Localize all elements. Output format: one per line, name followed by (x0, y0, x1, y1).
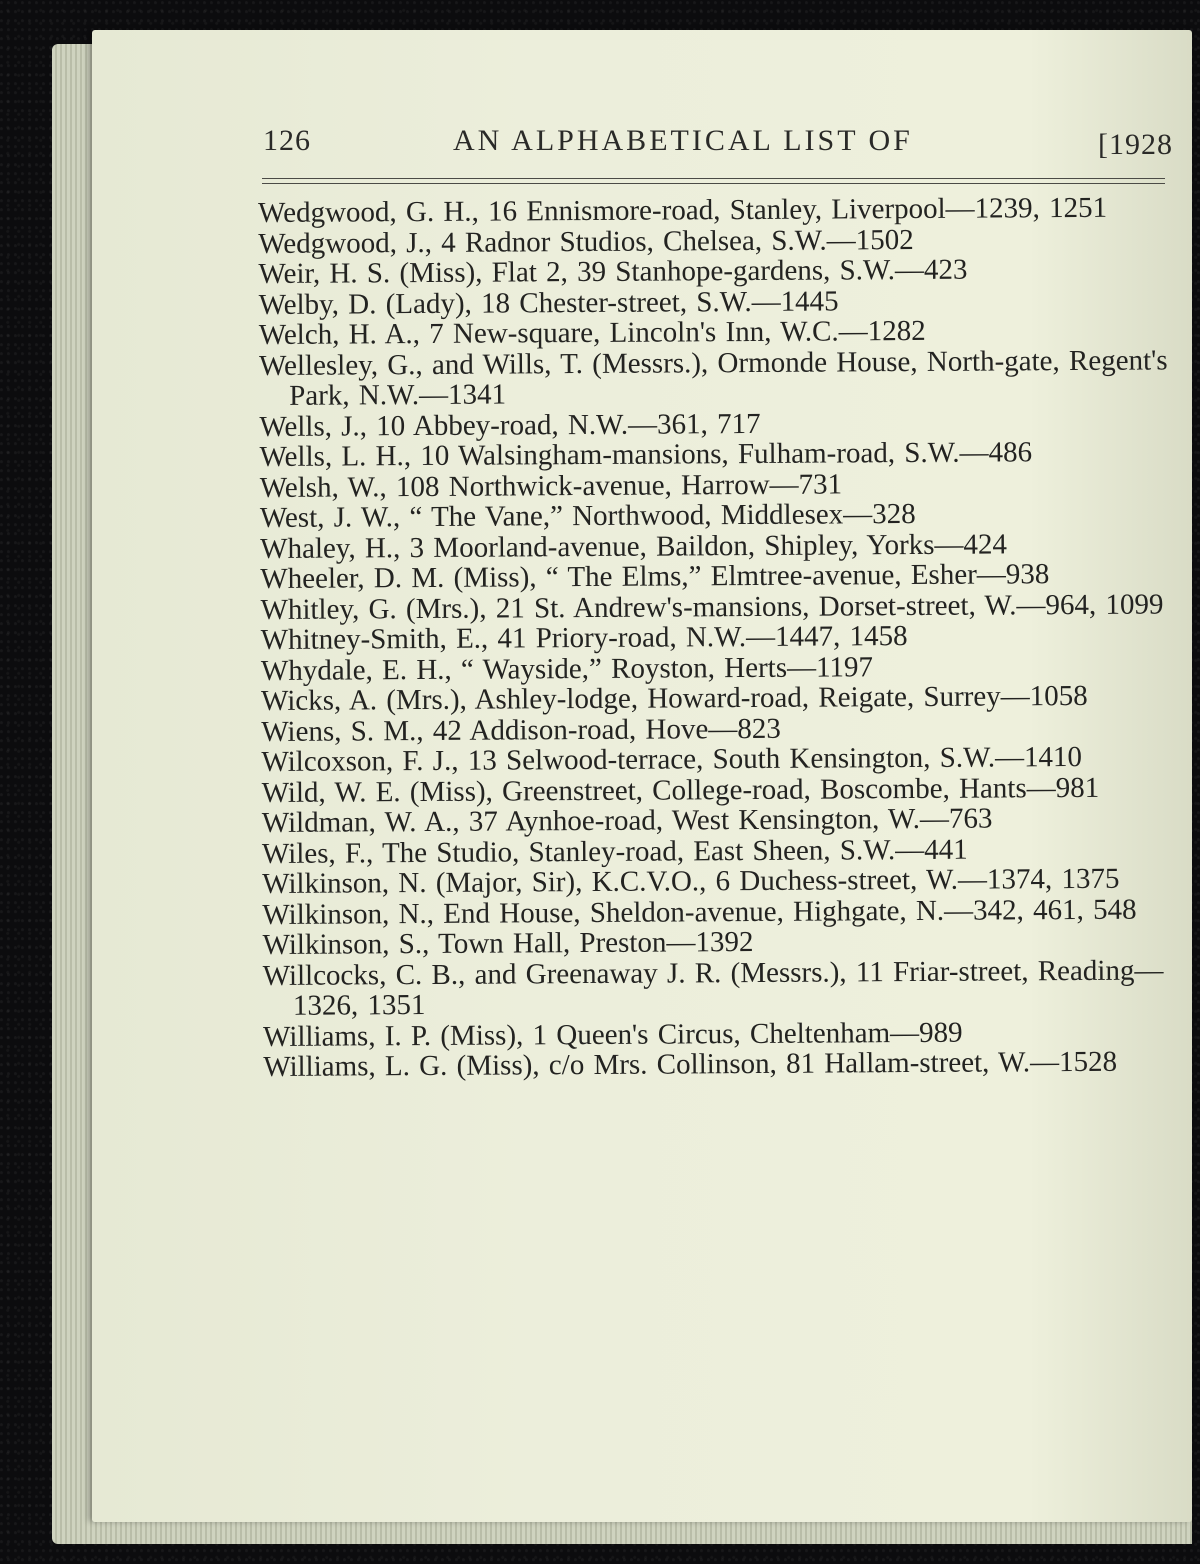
list-entry: Whaley, H., 3 Moorland-avenue, Baildon, Shipley, Yorks—424 (260, 527, 1008, 565)
list-entry: Wiles, F., The Studio, Stanley-road, East Sheen, S.W.—441 (261, 833, 968, 870)
list-entry: Wells, L. H., 10 Walsingham-mansions, Fulham-road, S.W.—486 (259, 436, 1033, 473)
list-entry: Wilkinson, N. (Major, Sir), K.C.V.O., 6 Duchess-street, W.—1374, 1375 (262, 862, 1120, 900)
list-entry: Wedgwood, G. H., 16 Ennismore-road, Stanley, Liverpool—1239, 1251 (257, 191, 1108, 229)
list-entry: Wiens, S. M., 42 Addison-road, Hove—823 (261, 712, 781, 748)
header-rule-bottom (262, 183, 1165, 184)
list-entry: Wildman, W. A., 37 Aynhoe-road, West Kensington, W.—763 (261, 802, 993, 839)
list-entry: Welsh, W., 108 Northwick-avenue, Harrow—731 (259, 467, 843, 504)
directory-entries (258, 192, 1173, 1082)
list-entry: Wells, J., 10 Abbey-road, N.W.—361, 717 (259, 407, 761, 443)
list-entry: West, J. W., “ The Vane,” Northwood, Middlesex—328 (259, 497, 916, 534)
running-title: AN ALPHABETICAL LIST OF (453, 124, 913, 157)
list-entry: Weir, H. S. (Miss), Flat 2, 39 Stanhope-gardens, S.W.—423 (258, 253, 968, 290)
header-rule-top (262, 178, 1165, 179)
list-entry: Wedgwood, J., 4 Radnor Studios, Chelsea, S.W.—1502 (258, 223, 914, 260)
list-entry: Wheeler, D. M. (Miss), “ The Elms,” Elmtree-avenue, Esher—938 (260, 558, 1050, 595)
list-entry: Williams, I. P. (Miss), 1 Queen's Circus, Cheltenham—989 (263, 1016, 963, 1053)
list-entry: Wilkinson, N., End House, Sheldon-avenue, Highgate, N.—342, 461, 548 (262, 893, 1137, 931)
list-entry: Wilkinson, S., Town Hall, Preston—1392 (262, 925, 754, 961)
list-entry: Wild, W. E. (Miss), Greenstreet, College-road, Boscombe, Hants—981 (261, 771, 1100, 809)
list-entry: Wilcoxson, F. J., 13 Selwood-terrace, South Kensington, S.W.—1410 (261, 740, 1083, 778)
list-entry: Welch, H. A., 7 New-square, Lincoln's Inn, W.C.—1282 (258, 314, 926, 351)
list-entry: Williams, L. G. (Miss), c/o Mrs. Collinson, 81 Hallam-street, W.—1528 (263, 1045, 1118, 1083)
page-header (175, 120, 1173, 170)
list-entry: Welby, D. (Lady), 18 Chester-street, S.W.—1445 (258, 284, 839, 321)
list-entry: Whitney-Smith, E., 41 Priory-road, N.W.—1447, 1458 (260, 620, 908, 656)
page-number: 126 (263, 124, 311, 157)
list-entry: Wicks, A. (Mrs.), Ashley-lodge, Howard-road, Reigate, Surrey—1058 (260, 679, 1088, 717)
list-entry: Willcocks, C. B., and Greenaway J. R. (Messrs.), 11 Friar-street, Reading—1326, 1351 (262, 953, 1164, 1022)
list-entry: Whitley, G. (Mrs.), 21 St. Andrew's-mansions, Dorset-street, W.—964, 1099 (260, 587, 1164, 626)
list-entry: Whydale, E. H., “ Wayside,” Royston, Herts—1197 (260, 650, 874, 687)
list-entry: Wellesley, G., and Wills, T. (Messrs.), Ormonde House, North-gate, Regent's Park, N.W.—1341 (258, 343, 1168, 412)
year-marker: [1928 (1098, 128, 1173, 161)
